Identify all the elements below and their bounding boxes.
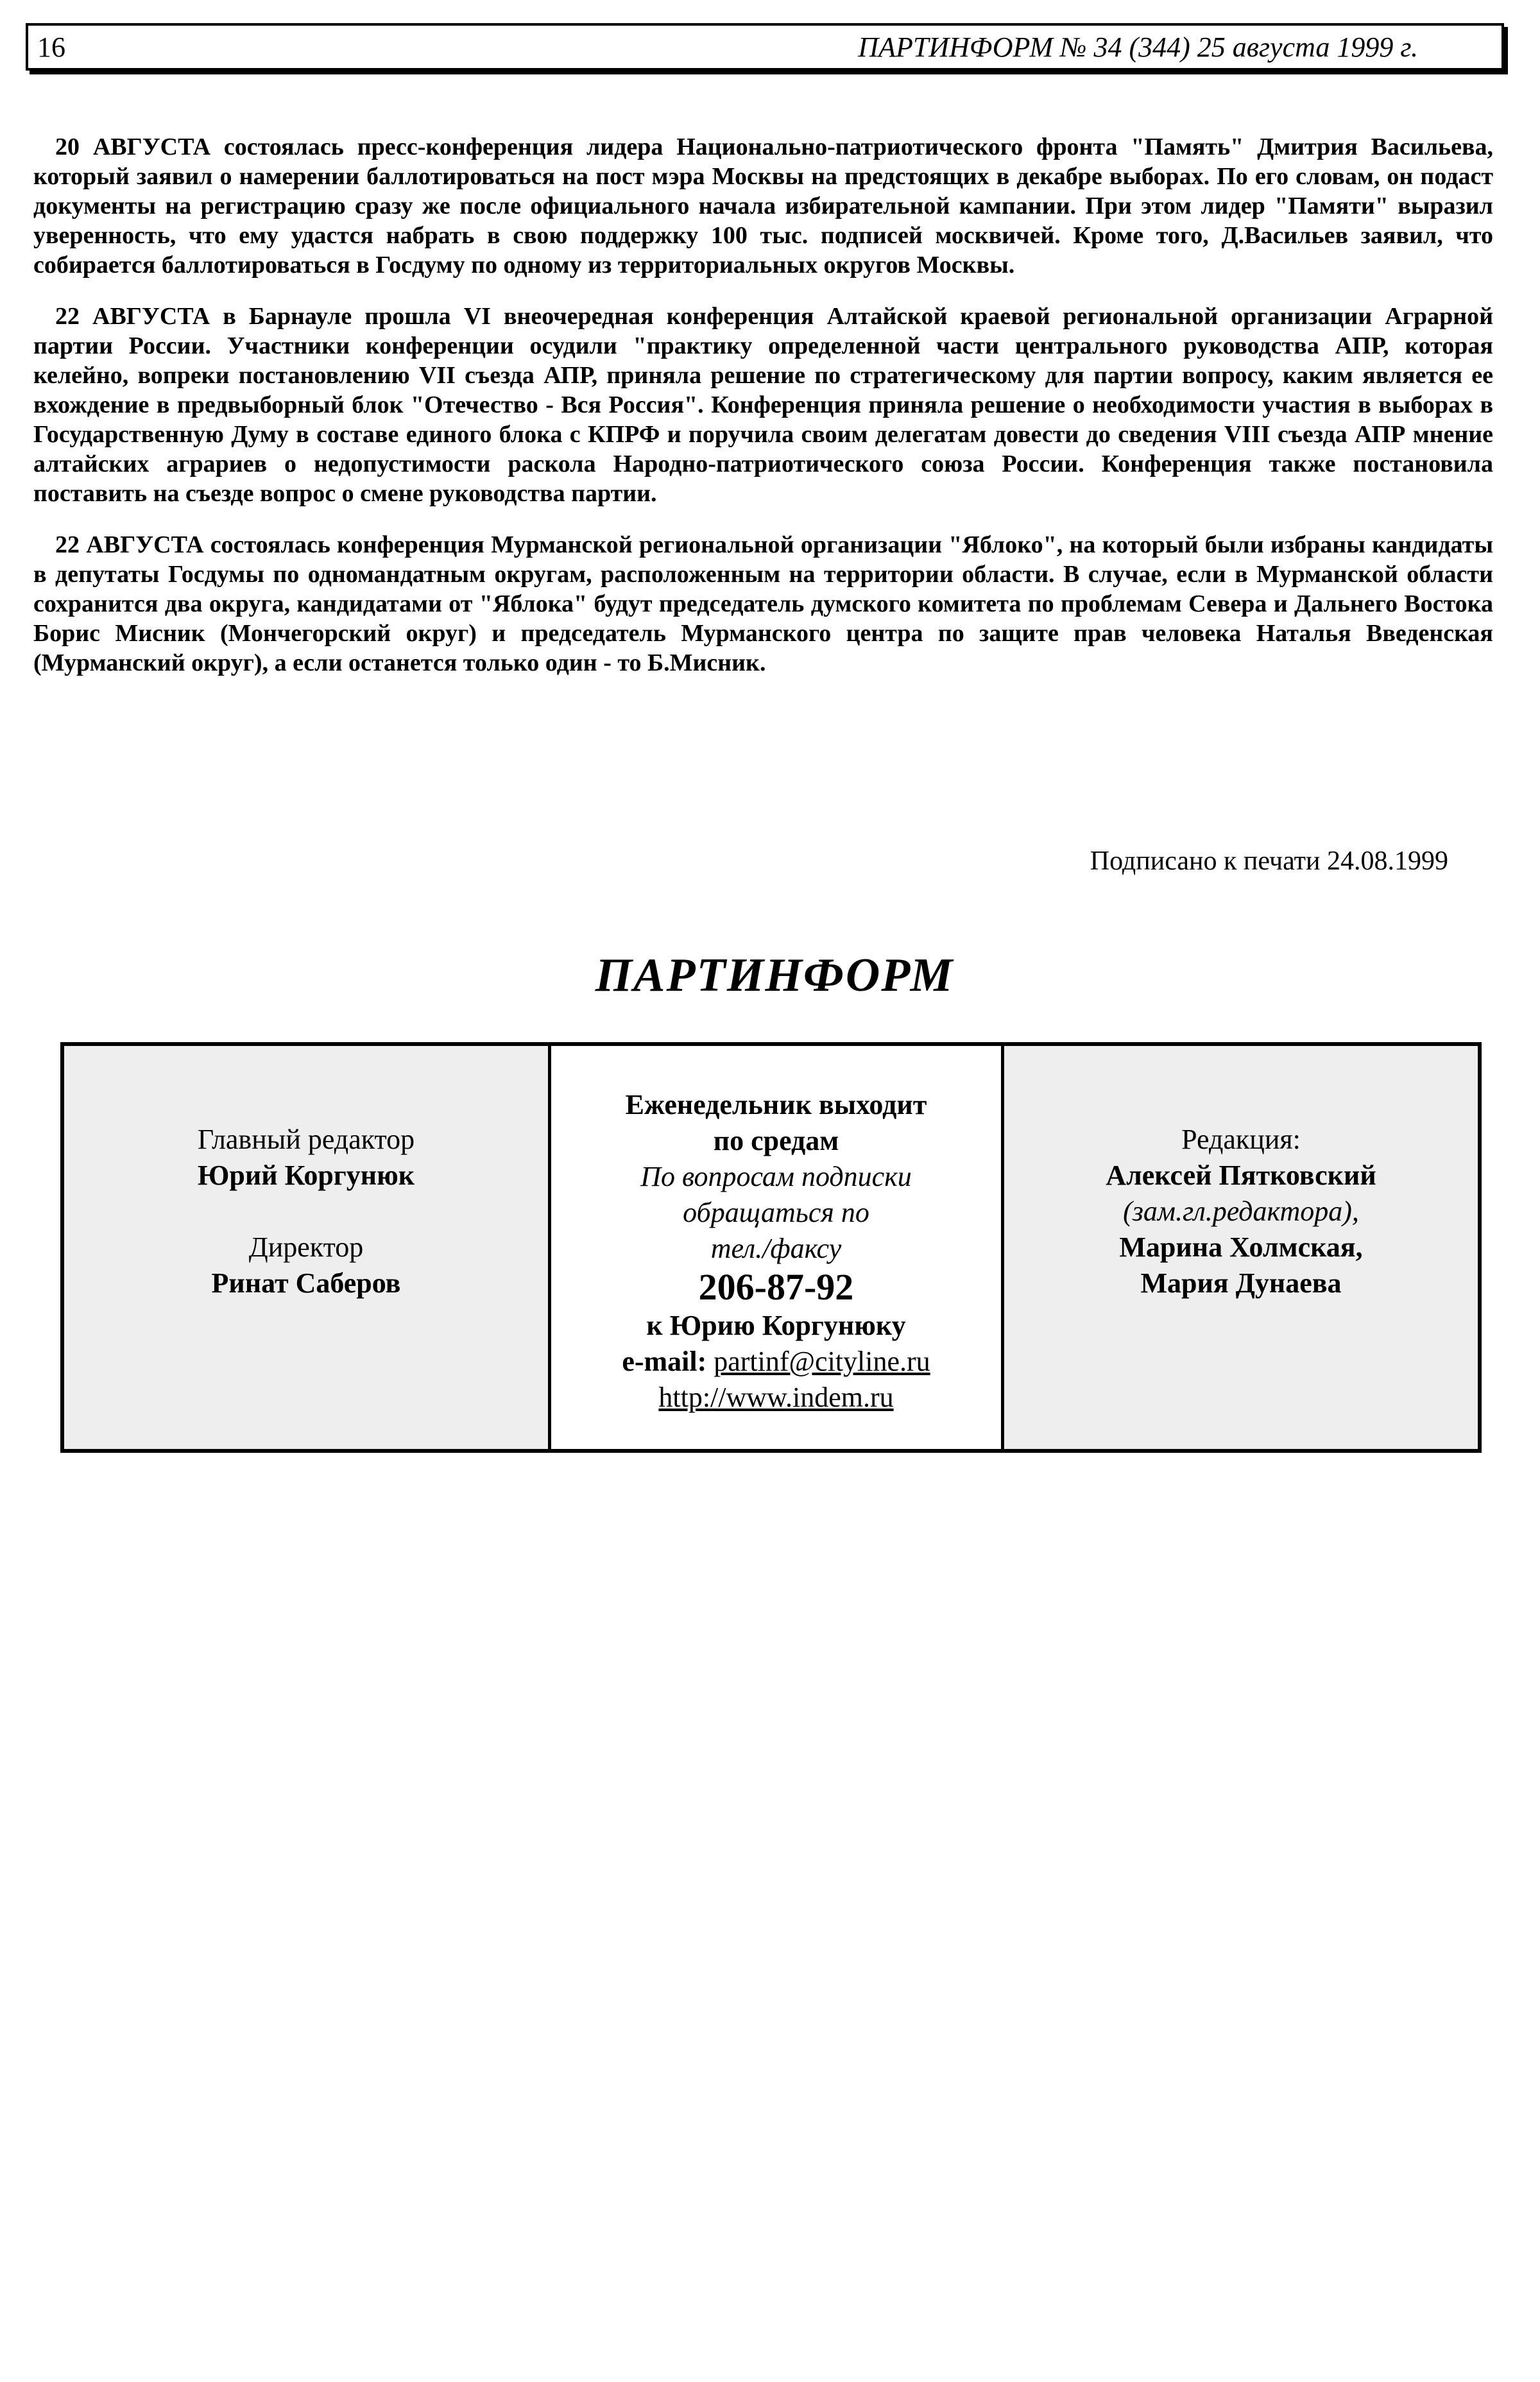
masthead-title: ПАРТИНФОРМ [595, 949, 954, 1002]
text-line: Государственную Думу в составе единого блока с КПРФ и поручила своим делегатам довести до сведения VIII съезда АПР мнение [33, 421, 1493, 448]
text-line: (Мурманский округ), а если останется только один - то Б.Мисник. [33, 649, 766, 676]
text-line: в депутаты Госдумы по одномандатным округам, расположенным на территории области. В случае, если в Мурманской области [33, 561, 1493, 588]
text-line: уверенность, что ему удастся набрать в свою поддержку 100 тыс. подписей москвичей. Кроме того, Д.Васильев заявил, что [33, 222, 1493, 249]
director-role: Директор [248, 1231, 364, 1263]
subscription-line: По вопросам подписки [640, 1161, 912, 1192]
editor-role: Главный редактор [197, 1124, 415, 1155]
schedule-line: Еженедельник выходит [625, 1089, 927, 1120]
signed-to-print: Подписано к печати 24.08.1999 [1090, 846, 1448, 876]
subscription-line: обращаться по [683, 1197, 869, 1228]
subscription-line: тел./факсу [710, 1233, 842, 1264]
text-line: 20 АВГУСТА состоялась пресс-конференция лидера Национально-патриотического фронта "Память" Дмитрия Васильева, [55, 133, 1493, 160]
staff-name: Алексей Пятковский [1106, 1160, 1376, 1191]
staff-name: Мария Дунаева [1140, 1267, 1342, 1299]
text-line: Борис Мисник (Мончегорский округ) и председатель Мурманского центра по защите прав человека Наталья Введенская [33, 620, 1493, 647]
text-line: алтайских аграриев о недопустимости раскола Народно-патриотического союза России. Конференция также постановила [33, 450, 1493, 477]
article-3 [33, 530, 1493, 678]
website-link[interactable]: http://www.indem.ru [658, 1382, 894, 1413]
masthead-left [64, 1046, 551, 1449]
masthead-right [1004, 1046, 1478, 1449]
text-line: документы на регистрацию сразу же после официального начала избирательной кампании. При этом лидер "Памяти" выразил [33, 193, 1493, 219]
staff-name: Марина Холмская, [1119, 1231, 1363, 1263]
masthead-center [551, 1046, 1004, 1449]
page-number: 16 [37, 31, 65, 63]
article-2 [33, 302, 1493, 508]
issue-title: ПАРТИНФОРМ № 34 (344) 25 августа 1999 г. [858, 31, 1418, 63]
editor-name: Юрий Коргунюк [197, 1160, 415, 1191]
text-line: поставить на съезде вопрос о смене руководства партии. [33, 480, 657, 507]
text-line: келейно, вопреки постановлению VII съезда АПР, приняла решение по стратегическому для партии вопросу, каким является ее [33, 362, 1493, 389]
masthead-table [60, 1042, 1482, 1453]
email-link[interactable]: partinf@cityline.ru [714, 1346, 930, 1377]
schedule-line: по средам [713, 1125, 839, 1156]
text-line: вхождение в предвыборный блок "Отечество - Вся Россия". Конференция приняла решение о необходимости участия в выборах в [33, 391, 1493, 418]
text-line: партии России. Участники конференции осудили "практику определенной части центрального руководства АПР, которая [33, 332, 1493, 359]
article-1 [33, 132, 1493, 280]
text-line: 22 АВГУСТА состоялась конференция Мурманской региональной организации "Яблоко", на который были избраны кандидаты [55, 531, 1493, 558]
email-line [551, 1344, 1001, 1380]
text-line: собирается баллотироваться в Госдуму по одному из территориальных округов Москвы. [33, 252, 1015, 278]
phone-number: 206-87-92 [698, 1266, 854, 1308]
director-name: Ринат Саберов [211, 1267, 401, 1299]
email-label: e-mail: [622, 1346, 707, 1377]
text-line: который заявил о намерении баллотироваться на пост мэра Москвы на предстоящих в декабре выборах. По его словам, он подаст [33, 163, 1493, 190]
staff-role: (зам.гл.редактора), [1123, 1195, 1359, 1227]
editorial-label: Редакция: [1181, 1124, 1301, 1155]
text-line: 22 АВГУСТА в Барнауле прошла VI внеочередная конференция Алтайской краевой региональной организации Аграрной [55, 303, 1493, 330]
text-line: сохранится два округа, кандидатами от "Яблока" будут председатель думского комитета по проблемам Севера и Дальнего Востока [33, 590, 1493, 617]
contact-person: к Юрию Коргунюку [646, 1310, 906, 1341]
page-header [26, 23, 1504, 71]
